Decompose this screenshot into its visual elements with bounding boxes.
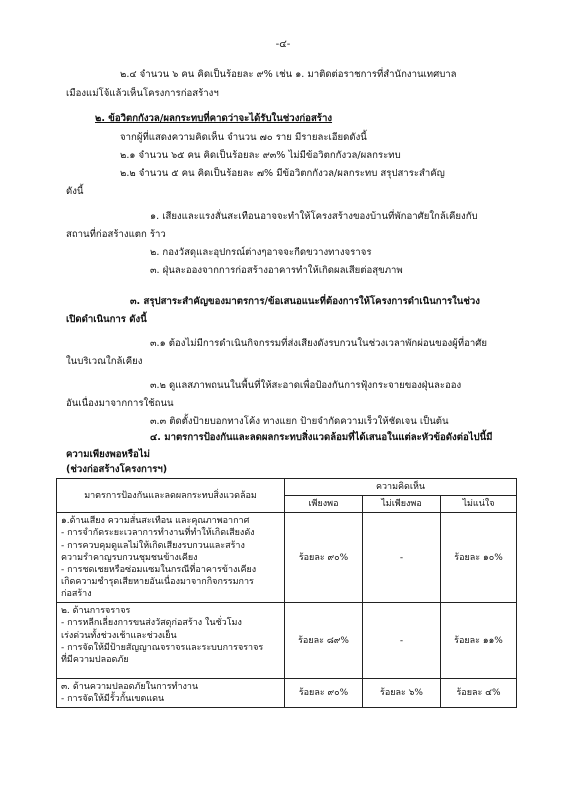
concern-item: สถานที่ก่อสร้างแตก ร้าว — [66, 229, 166, 240]
suggestion-item: ในบริเวณใกล้เคียง — [66, 356, 143, 367]
measure-line: - การหลีกเลี่ยงการขนส่งวัสดุก่อสร้าง ในชั่วโมง — [61, 618, 242, 629]
suggestion-item: ๓.๒ ดูแลสภาพถนนในพื้นที่ให้สะอาดเพื่อป้องกันการฟุ้งกระจายของฝุ่นละออง — [150, 380, 462, 391]
measure-line: - การควบคุมดูแลไม่ให้เกิดเสียงรบกวนและสร้าง — [61, 540, 245, 551]
header-enough: เพียงพอ — [285, 496, 363, 513]
enough-value: ร้อยละ ๙๐% — [285, 678, 363, 707]
measure-line: ความรำคาญรบกวนชุมชนข้างเคียง — [61, 552, 198, 563]
measure-line: ๓. ด้านความปลอดภัยในการทำงาน — [61, 681, 199, 692]
paragraph-line: จากผู้ที่แสดงความคิดเห็น จำนวน ๗๐ ราย มีรายละเอียดดังนี้ — [120, 132, 367, 143]
header-opinion: ความคิดเห็น — [285, 479, 517, 496]
enough-value: ร้อยละ ๙๐% — [285, 513, 363, 603]
measure-line: ๒. ด้านการจราจร — [61, 606, 131, 617]
paragraph-line: ดังนี้ — [66, 186, 84, 197]
unsure-value: ร้อยละ ๑๐% — [441, 513, 517, 603]
section-2-heading: ๒. ข้อวิตกกังวล/ผลกระทบที่คาดว่าจะได้รับในช่วงก่อสร้าง — [95, 113, 333, 124]
measure-cell — [57, 603, 285, 679]
header-measure: มาตรการป้องกันและลดผลกระทบสิ่งแวดล้อม — [57, 479, 285, 513]
table-row — [57, 603, 517, 679]
measure-line: - การจำกัดระยะเวลาการทำงานที่ทำให้เกิดเสียงดัง — [61, 528, 255, 539]
table-row — [57, 678, 517, 707]
measure-line: - การชดเชยหรือซ่อมแซมในกรณีที่อาคารข้างเคียง — [61, 564, 257, 575]
enough-value: ร้อยละ ๘๙% — [285, 603, 363, 679]
section-3-heading: ๓. สรุปสาระสำคัญของมาตรการ/ข้อเสนอแนะที่ต้องการให้โครงการดำเนินการในช่วง — [130, 296, 480, 307]
measure-cell — [57, 513, 285, 603]
section-4-heading: ความเพียงพอหรือไม่ — [66, 449, 150, 460]
suggestion-item: ๓.๓ ติดตั้งป้ายบอกทางโค้ง ทางแยก ป้ายจำกัดความเร็วให้ชัดเจน เป็นต้น — [150, 416, 449, 427]
measure-line: ก่อสร้าง — [61, 589, 92, 600]
measure-line: เร่งด่วนทั้งช่วงเช้าและช่วงเย็น — [61, 630, 177, 641]
not-enough-value: - — [363, 603, 441, 679]
paragraph-line: ๒.๑ จำนวน ๖๕ คน คิดเป็นร้อยละ ๙๓% ไม่มีข้อวิตกกังวล/ผลกระทบ — [120, 150, 401, 161]
paragraph-line: ๒.๒ จำนวน ๕ คน คิดเป็นร้อยละ ๗% มีข้อวิตกกังวล/ผลกระทบ สรุปสาระสำคัญ — [120, 168, 445, 179]
not-enough-value: - — [363, 513, 441, 603]
page-number: -๔- — [275, 39, 291, 50]
section-4-heading: ๔. มาตรการป้องกันและลดผลกระทบสิ่งแวดล้อมที่ได้เสนอในแต่ละหัวข้อดังต่อไปนี้มี — [150, 432, 493, 443]
header-unsure: ไม่แน่ใจ — [441, 496, 517, 513]
section-4-subheading: (ช่วงก่อสร้างโครงการฯ) — [66, 464, 168, 475]
concern-item: ๓. ฝุ่นละอองจากการก่อสร้างอาคารทำให้เกิดผลเสียต่อสุขภาพ — [150, 265, 403, 276]
table-row — [57, 513, 517, 603]
measure-line: - การจัดให้มีป้ายสัญญาณจราจรและระบบการจราจร — [61, 642, 264, 653]
paragraph-line: ๒.๔ จำนวน ๖ คน คิดเป็นร้อยละ ๙% เช่น ๑. มาติดต่อราชการที่สำนักงานเทศบาล — [120, 69, 457, 80]
suggestion-item: ๓.๑ ต้องไม่มีการดำเนินกิจกรรมที่ส่งเสียงดังรบกวนในช่วงเวลาพักผ่อนของผู้ที่อาศัย — [150, 338, 487, 349]
section-3-heading: เปิดดำเนินการ ดังนี้ — [66, 314, 147, 325]
suggestion-item: อันเนื่องมาจากการใช้ถนน — [66, 398, 174, 409]
measure-line: ๑.ด้านเสียง ความสั่นสะเทือน และคุณภาพอากาศ — [61, 516, 250, 527]
concern-item: ๑. เสียงและแรงสั่นสะเทือนอาจจะทำให้โครงสร้างของบ้านที่พักอาศัยใกล้เคียงกับ — [150, 211, 478, 222]
unsure-value: ร้อยละ ๔% — [441, 678, 517, 707]
measure-line: เกิดความชำรุดเสียหายอันเนื่องมาจากกิจกรรมการ — [61, 576, 254, 587]
unsure-value: ร้อยละ ๑๑% — [441, 603, 517, 679]
paragraph-line: เมืองแม่โจ้แล้วเห็นโครงการก่อสร้างฯ — [66, 88, 219, 99]
measures-table — [56, 478, 517, 708]
measure-line: - การจัดให้มีรั้วกั้นเขตแดน — [61, 694, 165, 705]
measure-line: ที่มีความปลอดภัย — [61, 654, 129, 665]
not-enough-value: ร้อยละ ๖% — [363, 678, 441, 707]
header-not-enough: ไม่เพียงพอ — [363, 496, 441, 513]
concern-item: ๒. กองวัสดุและอุปกรณ์ต่างๆอาจจะกีดขวางทางจราจร — [150, 247, 372, 258]
measure-cell — [57, 678, 285, 707]
